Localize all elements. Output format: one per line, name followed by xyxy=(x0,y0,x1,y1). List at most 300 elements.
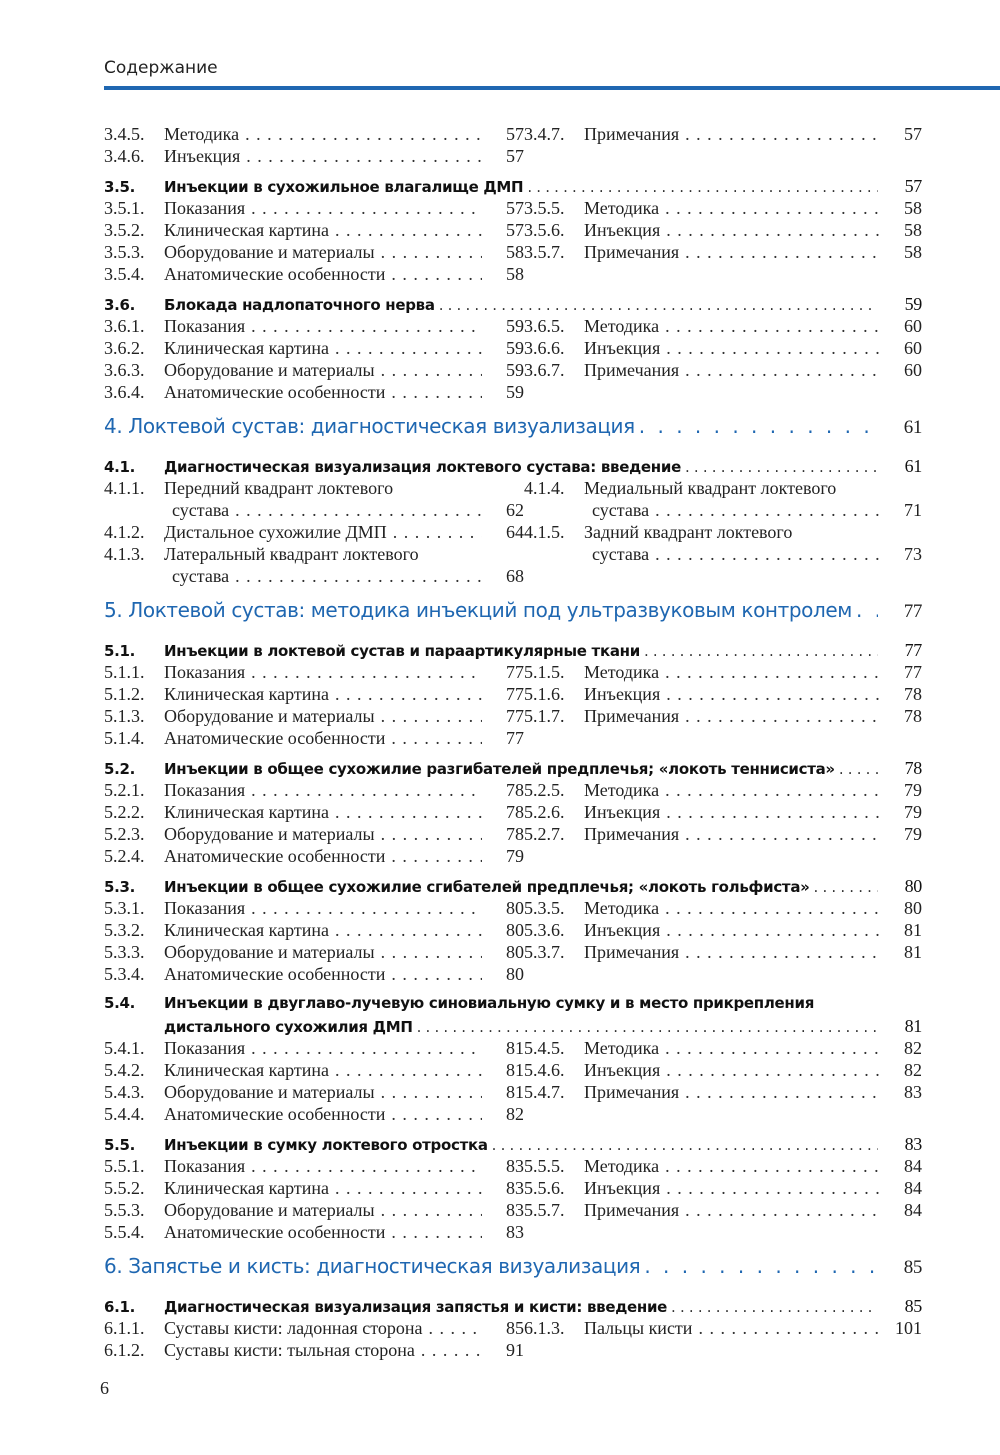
entry-title: Суставы кисти: ладонная сторона xyxy=(164,1318,423,1338)
entry-number: 3.5.3. xyxy=(104,242,145,262)
entry-title: Оборудование и материалы xyxy=(164,824,375,844)
leader-dots xyxy=(417,1018,878,1036)
leader-dots xyxy=(251,1038,482,1059)
entry-title: Клиническая картина xyxy=(164,220,329,240)
toc-entry xyxy=(104,780,524,802)
toc-entry xyxy=(104,942,524,964)
entry-page: 79 xyxy=(904,780,922,800)
entry-page: 73 xyxy=(904,544,922,564)
toc-column-right xyxy=(524,124,922,168)
toc-entry xyxy=(104,1318,524,1340)
toc-entry xyxy=(524,1156,922,1178)
toc-section xyxy=(104,294,922,404)
entry-page: 77 xyxy=(904,662,922,682)
leader-dots xyxy=(666,220,880,241)
toc-entry xyxy=(524,360,922,382)
toc-entry xyxy=(104,964,524,986)
toc-column-left xyxy=(104,780,524,868)
entry-title: Показания xyxy=(164,898,246,918)
section-heading xyxy=(104,1296,922,1318)
leader-dots xyxy=(685,706,880,727)
entry-page: 57 xyxy=(506,124,524,144)
section-page: 80 xyxy=(904,876,922,896)
toc-column-left xyxy=(104,1318,524,1362)
entry-number: 3.5.4. xyxy=(104,264,145,284)
leader-dots xyxy=(666,338,880,359)
leader-dots xyxy=(381,1082,482,1103)
section-number: 3.5. xyxy=(104,178,136,196)
entry-page: 83 xyxy=(506,1156,524,1176)
toc-entry xyxy=(104,1156,524,1178)
entry-page: 59 xyxy=(506,360,524,380)
leader-dots xyxy=(391,382,482,403)
entry-number: 3.5.7. xyxy=(524,242,565,262)
entry-page: 57 xyxy=(904,124,922,144)
leader-dots xyxy=(527,178,878,196)
chapter-heading xyxy=(104,598,922,632)
toc-entry xyxy=(104,846,524,868)
toc-entry xyxy=(104,1178,524,1200)
toc-entry xyxy=(104,1200,524,1222)
leader-dots xyxy=(666,802,880,823)
entry-title: Анатомические особенности xyxy=(164,1222,386,1242)
entry-number: 5.5.1. xyxy=(104,1156,145,1176)
entry-page: 81 xyxy=(904,942,922,962)
entry-number: 5.5.6. xyxy=(524,1178,565,1198)
leader-dots xyxy=(429,1318,483,1339)
entry-title: Методика xyxy=(584,662,660,682)
toc-column-left xyxy=(104,316,524,404)
entry-number: 3.5.5. xyxy=(524,198,565,218)
toc-entry xyxy=(104,264,524,286)
entry-number: 6.1.3. xyxy=(524,1318,565,1338)
section-page: 61 xyxy=(904,456,922,476)
section-number: 4.1. xyxy=(104,458,136,476)
entry-title: Методика xyxy=(584,198,660,218)
entry-title: Инъекция xyxy=(584,220,661,240)
entry-page: 78 xyxy=(506,802,524,822)
toc-entry xyxy=(524,1060,922,1082)
entry-page: 79 xyxy=(506,846,524,866)
toc-entry xyxy=(524,500,922,522)
toc-column-left xyxy=(104,478,524,588)
entry-number: 5.1.5. xyxy=(524,662,565,682)
leader-dots xyxy=(251,662,482,683)
entry-page: 81 xyxy=(506,1082,524,1102)
toc-column-right xyxy=(524,898,922,986)
entry-page: 59 xyxy=(506,316,524,336)
entry-page: 78 xyxy=(904,706,922,726)
toc-entry xyxy=(104,220,524,242)
entry-title: Клиническая картина xyxy=(164,802,329,822)
toc-entry xyxy=(104,684,524,706)
chapter-page: 85 xyxy=(903,1257,922,1278)
leader-dots xyxy=(665,1156,880,1177)
header-rule xyxy=(104,86,1000,90)
entry-number: 5.3.7. xyxy=(524,942,565,962)
toc-column-right xyxy=(524,478,922,588)
leader-dots xyxy=(335,802,482,823)
leader-dots xyxy=(685,124,880,145)
toc-entry-columns xyxy=(104,780,922,868)
entry-number: 3.6.3. xyxy=(104,360,145,380)
entry-title: Клиническая картина xyxy=(164,1178,329,1198)
toc-entry xyxy=(104,544,524,566)
leader-dots xyxy=(665,662,880,683)
entry-page: 84 xyxy=(904,1178,922,1198)
entry-title: Анатомические особенности xyxy=(164,964,386,984)
leader-dots xyxy=(251,780,482,801)
leader-dots xyxy=(665,780,880,801)
entry-page: 62 xyxy=(506,500,524,520)
entry-title: сустава xyxy=(172,566,230,586)
entry-title: Анатомические особенности xyxy=(164,728,386,748)
entry-page: 64 xyxy=(506,522,524,542)
entry-page: 59 xyxy=(506,382,524,402)
entry-title: Оборудование и материалы xyxy=(164,942,375,962)
leader-dots xyxy=(251,898,482,919)
toc-entry xyxy=(524,780,922,802)
toc-entry xyxy=(524,124,922,146)
leader-dots xyxy=(655,544,880,565)
entry-title: Показания xyxy=(164,780,246,800)
entry-title: Анатомические особенности xyxy=(164,264,386,284)
entry-number: 3.6.2. xyxy=(104,338,145,358)
toc-entry xyxy=(524,1038,922,1060)
leader-dots xyxy=(655,500,880,521)
leader-dots xyxy=(251,1156,482,1177)
toc-entry xyxy=(104,522,524,544)
entry-page: 60 xyxy=(904,316,922,336)
entry-title: Анатомические особенности xyxy=(164,1104,386,1124)
toc-entry xyxy=(104,198,524,220)
leader-dots xyxy=(856,598,878,622)
section-heading xyxy=(104,456,922,478)
leader-dots xyxy=(393,522,482,543)
entry-number: 5.2.1. xyxy=(104,780,145,800)
leader-dots xyxy=(685,1082,880,1103)
entry-number: 5.4.7. xyxy=(524,1082,565,1102)
toc-section xyxy=(104,1296,922,1362)
entry-title: Клиническая картина xyxy=(164,1060,329,1080)
entry-number: 5.3.4. xyxy=(104,964,145,984)
section-page: 85 xyxy=(904,1296,922,1316)
section-title: Инъекции в сумку локтевого отростка xyxy=(164,1136,488,1154)
entry-title: Оборудование и материалы xyxy=(164,242,375,262)
toc-entry xyxy=(104,566,524,588)
leader-dots xyxy=(665,198,880,219)
leader-dots xyxy=(685,458,878,476)
leader-dots xyxy=(335,684,482,705)
entry-title: Оборудование и материалы xyxy=(164,1082,375,1102)
toc-entry xyxy=(104,242,524,264)
toc-entry xyxy=(104,338,524,360)
entry-title: Примечания xyxy=(584,942,680,962)
leader-dots xyxy=(381,942,482,963)
entry-number: 5.4.2. xyxy=(104,1060,145,1080)
entry-number: 6.1.2. xyxy=(104,1340,145,1360)
entry-title: Примечания xyxy=(584,1082,680,1102)
section-page: 81 xyxy=(904,1016,922,1036)
entry-page: 59 xyxy=(506,338,524,358)
toc-entry xyxy=(524,1200,922,1222)
entry-page: 80 xyxy=(904,898,922,918)
section-title-cont: дистального сухожилия ДМП xyxy=(164,1018,413,1036)
section-title: Диагностическая визуализация локтевого сустава: введение xyxy=(164,458,681,476)
entry-number: 5.2.7. xyxy=(524,824,565,844)
entry-title: сустава xyxy=(592,500,650,520)
entry-page: 58 xyxy=(506,264,524,284)
entry-number: 3.6.1. xyxy=(104,316,145,336)
entry-title: Инъекция xyxy=(584,684,661,704)
section-page: 77 xyxy=(904,640,922,660)
leader-dots xyxy=(665,1038,880,1059)
toc-entry xyxy=(104,824,524,846)
toc-entry xyxy=(104,1104,524,1126)
leader-dots xyxy=(391,1104,482,1125)
toc-column-left xyxy=(104,124,524,168)
leader-dots xyxy=(335,220,482,241)
toc-entry xyxy=(104,1038,524,1060)
entry-page: 85 xyxy=(506,1318,524,1338)
entry-page: 80 xyxy=(506,898,524,918)
leader-dots xyxy=(335,338,482,359)
leader-dots xyxy=(665,316,880,337)
entry-number: 5.2.6. xyxy=(524,802,565,822)
chapter-page: 77 xyxy=(903,601,922,622)
leader-dots xyxy=(335,1178,482,1199)
entry-number: 5.1.2. xyxy=(104,684,145,704)
entry-page: 80 xyxy=(506,964,524,984)
entry-page: 83 xyxy=(904,1082,922,1102)
leader-dots xyxy=(251,198,482,219)
section-number: 5.2. xyxy=(104,760,136,778)
table-of-contents xyxy=(104,124,922,1362)
entry-page: 81 xyxy=(904,920,922,940)
leader-dots xyxy=(666,1060,880,1081)
toc-entry xyxy=(524,942,922,964)
toc-section xyxy=(104,994,922,1126)
section-number: 6.1. xyxy=(104,1298,136,1316)
entry-title: Примечания xyxy=(584,360,680,380)
section-title: Инъекции в двуглаво-лучевую синовиальную сумку и в место прикрепления xyxy=(164,994,815,1012)
entry-number: 4.1.2. xyxy=(104,522,145,542)
entry-number: 6.1.1. xyxy=(104,1318,145,1338)
leader-dots xyxy=(698,1318,880,1339)
toc-entry xyxy=(104,146,524,168)
entry-number: 5.4.5. xyxy=(524,1038,565,1058)
entry-number: 5.5.3. xyxy=(104,1200,145,1220)
entry-title: Примечания xyxy=(584,242,680,262)
toc-entry xyxy=(524,522,922,544)
entry-number: 5.1.4. xyxy=(104,728,145,748)
entry-title: Латеральный квадрант локтевого xyxy=(164,544,419,564)
entry-title: Методика xyxy=(584,898,660,918)
toc-section xyxy=(104,758,922,868)
toc-entry-columns xyxy=(104,124,922,168)
chapter-title: 5. Локтевой сустав: методика инъекций под ультразвуковым контролем xyxy=(104,598,852,622)
toc-entry-columns xyxy=(104,1318,922,1362)
toc-entry xyxy=(104,500,524,522)
toc-entry xyxy=(524,1178,922,1200)
entry-page: 58 xyxy=(904,220,922,240)
section-page: 59 xyxy=(904,294,922,314)
leader-dots xyxy=(381,824,482,845)
entry-number: 3.6.5. xyxy=(524,316,565,336)
section-number: 5.1. xyxy=(104,642,136,660)
entry-number: 5.5.7. xyxy=(524,1200,565,1220)
toc-entry xyxy=(524,1082,922,1104)
toc-column-right xyxy=(524,198,922,286)
entry-number: 4.1.1. xyxy=(104,478,145,498)
entry-number: 5.1.6. xyxy=(524,684,565,704)
leader-dots xyxy=(391,1222,482,1243)
entry-number: 4.1.3. xyxy=(104,544,145,564)
toc-section xyxy=(104,640,922,750)
entry-page: 77 xyxy=(506,706,524,726)
section-heading xyxy=(104,876,922,898)
entry-title: Показания xyxy=(164,662,246,682)
entry-number: 5.2.3. xyxy=(104,824,145,844)
leader-dots xyxy=(685,242,880,263)
entry-page: 71 xyxy=(904,500,922,520)
entry-title: Инъекция xyxy=(584,802,661,822)
leader-dots xyxy=(814,878,878,896)
entry-title: Задний квадрант локтевого xyxy=(584,522,793,542)
entry-page: 58 xyxy=(904,198,922,218)
entry-page: 78 xyxy=(506,780,524,800)
leader-dots xyxy=(381,242,482,263)
leader-dots xyxy=(685,942,880,963)
entry-number: 5.4.3. xyxy=(104,1082,145,1102)
chapter-title: 4. Локтевой сустав: диагностическая визуализация xyxy=(104,414,635,438)
entry-page: 68 xyxy=(506,566,524,586)
entry-title: Оборудование и материалы xyxy=(164,360,375,380)
toc-entry xyxy=(524,198,922,220)
entry-page: 83 xyxy=(506,1200,524,1220)
entry-title: Примечания xyxy=(584,706,680,726)
entry-title: Примечания xyxy=(584,824,680,844)
leader-dots xyxy=(839,760,878,778)
leader-dots xyxy=(666,1178,880,1199)
leader-dots xyxy=(685,360,880,381)
leader-dots xyxy=(391,964,482,985)
section-page: 78 xyxy=(904,758,922,778)
leader-dots xyxy=(246,146,482,167)
toc-entry xyxy=(104,1060,524,1082)
toc-entry xyxy=(104,706,524,728)
entry-number: 3.5.1. xyxy=(104,198,145,218)
entry-number: 3.6.6. xyxy=(524,338,565,358)
entry-number: 3.5.6. xyxy=(524,220,565,240)
entry-title: Методика xyxy=(584,1038,660,1058)
section-page: 83 xyxy=(904,1134,922,1154)
entry-number: 5.3.3. xyxy=(104,942,145,962)
entry-page: 80 xyxy=(506,942,524,962)
entry-title: Показания xyxy=(164,198,246,218)
toc-column-left xyxy=(104,662,524,750)
section-heading-cont xyxy=(104,1016,922,1038)
entry-page: 77 xyxy=(506,662,524,682)
entry-title: Методика xyxy=(164,124,240,144)
entry-title: Инъекция xyxy=(164,146,241,166)
entry-number: 5.2.2. xyxy=(104,802,145,822)
toc-column-right xyxy=(524,1156,922,1244)
entry-number: 3.6.7. xyxy=(524,360,565,380)
leader-dots xyxy=(335,920,482,941)
entry-number: 3.5.2. xyxy=(104,220,145,240)
toc-entry xyxy=(104,728,524,750)
toc-column-right xyxy=(524,662,922,750)
entry-page: 84 xyxy=(904,1156,922,1176)
entry-title: Анатомические особенности xyxy=(164,846,386,866)
toc-column-left xyxy=(104,1038,524,1126)
entry-title: Методика xyxy=(584,780,660,800)
entry-title: Оборудование и материалы xyxy=(164,706,375,726)
entry-number: 3.6.4. xyxy=(104,382,145,402)
entry-number: 5.4.4. xyxy=(104,1104,145,1124)
leader-dots xyxy=(391,264,482,285)
section-heading xyxy=(104,176,922,198)
entry-title: Инъекция xyxy=(584,1060,661,1080)
entry-title: сустава xyxy=(592,544,650,564)
leader-dots xyxy=(251,316,482,337)
entry-number: 3.4.5. xyxy=(104,124,145,144)
toc-entry xyxy=(104,802,524,824)
leader-dots xyxy=(391,846,482,867)
entry-title: Показания xyxy=(164,316,246,336)
section-heading xyxy=(104,758,922,780)
section-title: Диагностическая визуализация запястья и кисти: введение xyxy=(164,1298,668,1316)
chapter-page: 61 xyxy=(903,417,922,438)
leader-dots xyxy=(492,1136,878,1154)
entry-title: Инъекция xyxy=(584,1178,661,1198)
toc-column-left xyxy=(104,898,524,986)
entry-title: Инъекция xyxy=(584,338,661,358)
toc-column-right xyxy=(524,1038,922,1126)
leader-dots xyxy=(685,824,880,845)
entry-page: 57 xyxy=(506,146,524,166)
entry-number: 5.1.7. xyxy=(524,706,565,726)
leader-dots xyxy=(666,920,880,941)
section-heading xyxy=(104,1134,922,1156)
chapter-heading xyxy=(104,414,922,448)
entry-title: Оборудование и материалы xyxy=(164,1200,375,1220)
leader-dots xyxy=(235,566,482,587)
toc-column-left xyxy=(104,1156,524,1244)
toc-section xyxy=(104,456,922,588)
entry-number: 5.1.1. xyxy=(104,662,145,682)
toc-column-right xyxy=(524,780,922,868)
entry-title: Анатомические особенности xyxy=(164,382,386,402)
toc-entry-columns xyxy=(104,898,922,986)
entry-page: 58 xyxy=(506,242,524,262)
toc-section xyxy=(104,124,922,168)
entry-title: Примечания xyxy=(584,1200,680,1220)
toc-entry xyxy=(524,544,922,566)
entry-number: 5.5.5. xyxy=(524,1156,565,1176)
entry-title: Пальцы кисти xyxy=(584,1318,693,1338)
entry-number: 5.1.3. xyxy=(104,706,145,726)
toc-entry xyxy=(104,1222,524,1244)
entry-number: 4.1.5. xyxy=(524,522,565,542)
toc-column-right xyxy=(524,1318,922,1362)
entry-page: 77 xyxy=(506,684,524,704)
toc-entry xyxy=(524,338,922,360)
entry-title: Клиническая картина xyxy=(164,338,329,358)
leader-dots xyxy=(644,642,878,660)
section-title: Инъекции в общее сухожилие сгибателей предплечья; «локоть гольфиста» xyxy=(164,878,810,896)
